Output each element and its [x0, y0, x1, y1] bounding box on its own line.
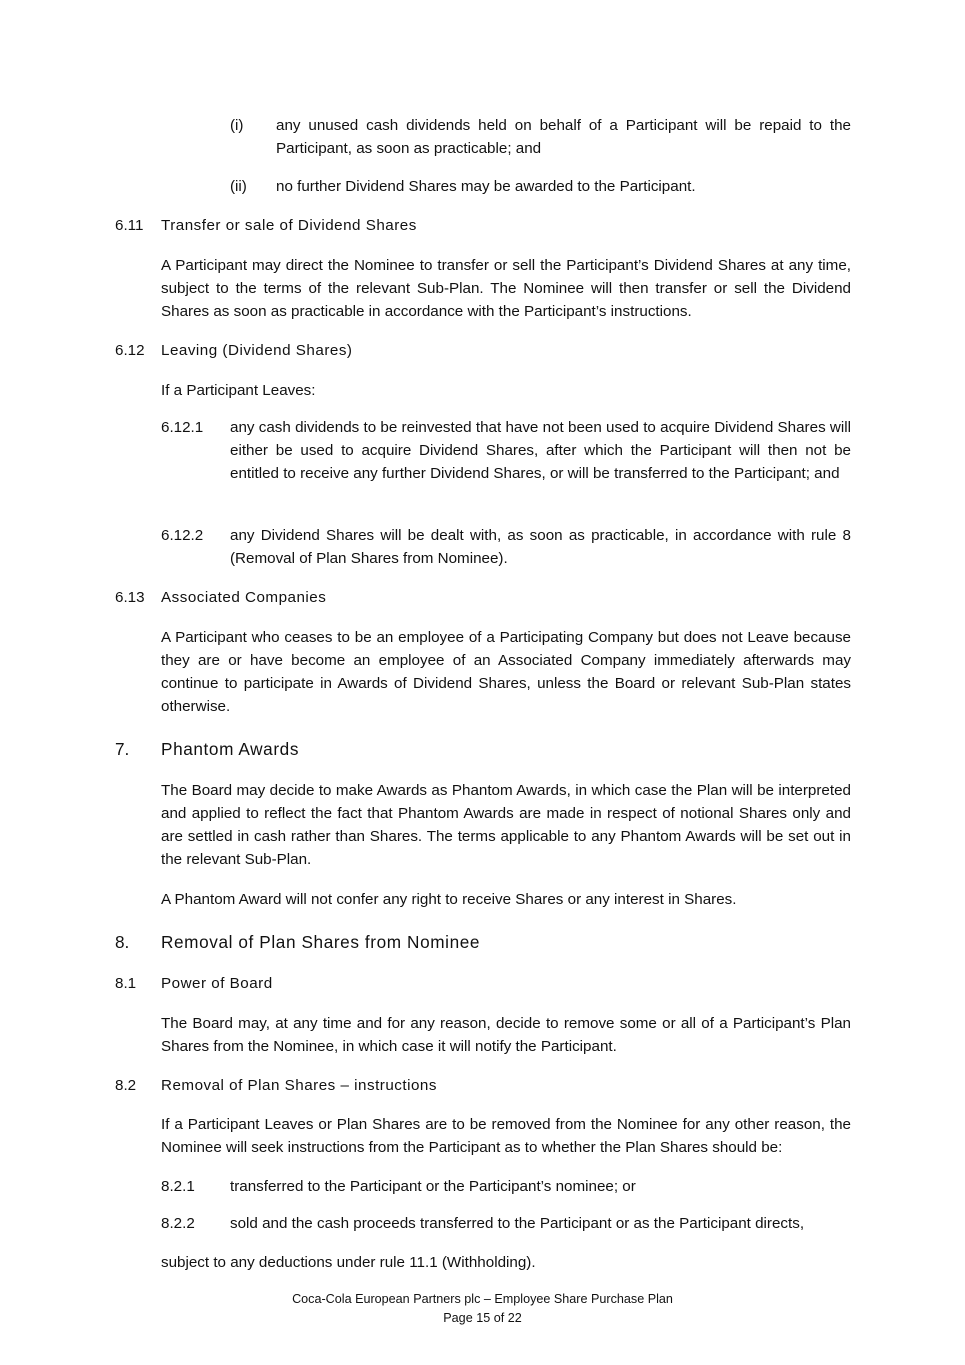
sub-item-text: transferred to the Participant or the Participant’s nominee; or — [230, 1178, 636, 1195]
section-paragraph: The Board may, at any time and for any reason, decide to remove some or all of a Participant’s Plan Shares from the Nominee, in which case it will notify the Participant. — [161, 1015, 851, 1055]
section-heading: Power of Board — [161, 975, 273, 992]
section-paragraph: A Participant may direct the Nominee to transfer or sell the Participant’s Dividend Shares at any time, subject to the terms of the relevant Sub-Plan. The Nominee will then transfer or sell the Dividend Shares as soon as practicable in accordance with the Participant’s instructions. — [161, 257, 851, 320]
sub-item-number: 6.12.1 — [161, 419, 204, 436]
sub-item-text: sold and the cash proceeds transferred to the Participant or as the Participant directs, — [230, 1215, 805, 1232]
section-number: 6.11 — [115, 217, 144, 234]
footer-document-title: Coca-Cola European Partners plc – Employee Share Purchase Plan — [292, 1292, 673, 1306]
section-paragraph: subject to any deductions under rule 11.1 (Withholding). — [161, 1254, 536, 1271]
sub-item-number: 6.12.2 — [161, 527, 204, 544]
section-number: 6.13 — [115, 589, 145, 606]
sub-item-text: any cash dividends to be reinvested that have not been used to acquire Dividend Shares will either be used to acquire Dividend Shares, after which the Participant will then not be entitled to receive any further Dividend Shares, or will be transferred to the Participant; and — [230, 419, 851, 482]
list-item-text: no further Dividend Shares may be awarded to the Participant. — [276, 178, 696, 195]
list-item-text: any unused cash dividends held on behalf of a Participant will be repaid to the Participant, as soon as practicable; and — [276, 117, 851, 157]
sub-item-text: any Dividend Shares will be dealt with, as soon as practicable, in accordance with rule 8 (Removal of Plan Shares from Nominee). — [230, 527, 851, 567]
section-number: 8.2 — [115, 1077, 137, 1094]
section-paragraph: A Phantom Award will not confer any right to receive Shares or any interest in Shares. — [161, 891, 737, 908]
section-paragraph: If a Participant Leaves or Plan Shares are to be removed from the Nominee for any other reason, the Nominee will seek instructions from the Participant as to whether the Plan Shares should be: — [161, 1116, 851, 1156]
section-heading: Phantom Awards — [161, 739, 300, 759]
section-number: 8.1 — [115, 975, 137, 992]
section-number: 6.12 — [115, 342, 145, 359]
section-number: 7. — [115, 739, 130, 759]
section-heading: Leaving (Dividend Shares) — [161, 342, 353, 359]
section-paragraph: If a Participant Leaves: — [161, 382, 316, 399]
sub-item-number: 8.2.2 — [161, 1215, 195, 1232]
section-number: 8. — [115, 932, 130, 952]
section-paragraph: The Board may decide to make Awards as Phantom Awards, in which case the Plan will be interpreted and applied to reflect the fact that Phantom Awards are made in respect of notional Shares only and are settled in cash rather than Shares. The terms applicable to any Phantom Awards will be set out in the relevant Sub-Plan. — [161, 782, 851, 868]
footer-page-number: Page 15 of 22 — [443, 1311, 522, 1325]
sub-item-number: 8.2.1 — [161, 1178, 195, 1195]
list-item-number: (i) — [230, 117, 244, 134]
section-paragraph: A Participant who ceases to be an employee of a Participating Company but does not Leave because they are or have become an employee of an Associated Company immediately afterwards may continue to participate in Awards of Dividend Shares, unless the Board or relevant Sub-Plan states otherwise. — [161, 629, 851, 715]
list-item-number: (ii) — [230, 178, 247, 195]
section-heading: Transfer or sale of Dividend Shares — [161, 217, 417, 234]
section-heading: Removal of Plan Shares – instructions — [161, 1077, 437, 1094]
section-heading: Removal of Plan Shares from Nominee — [161, 932, 481, 952]
section-heading: Associated Companies — [161, 589, 327, 606]
